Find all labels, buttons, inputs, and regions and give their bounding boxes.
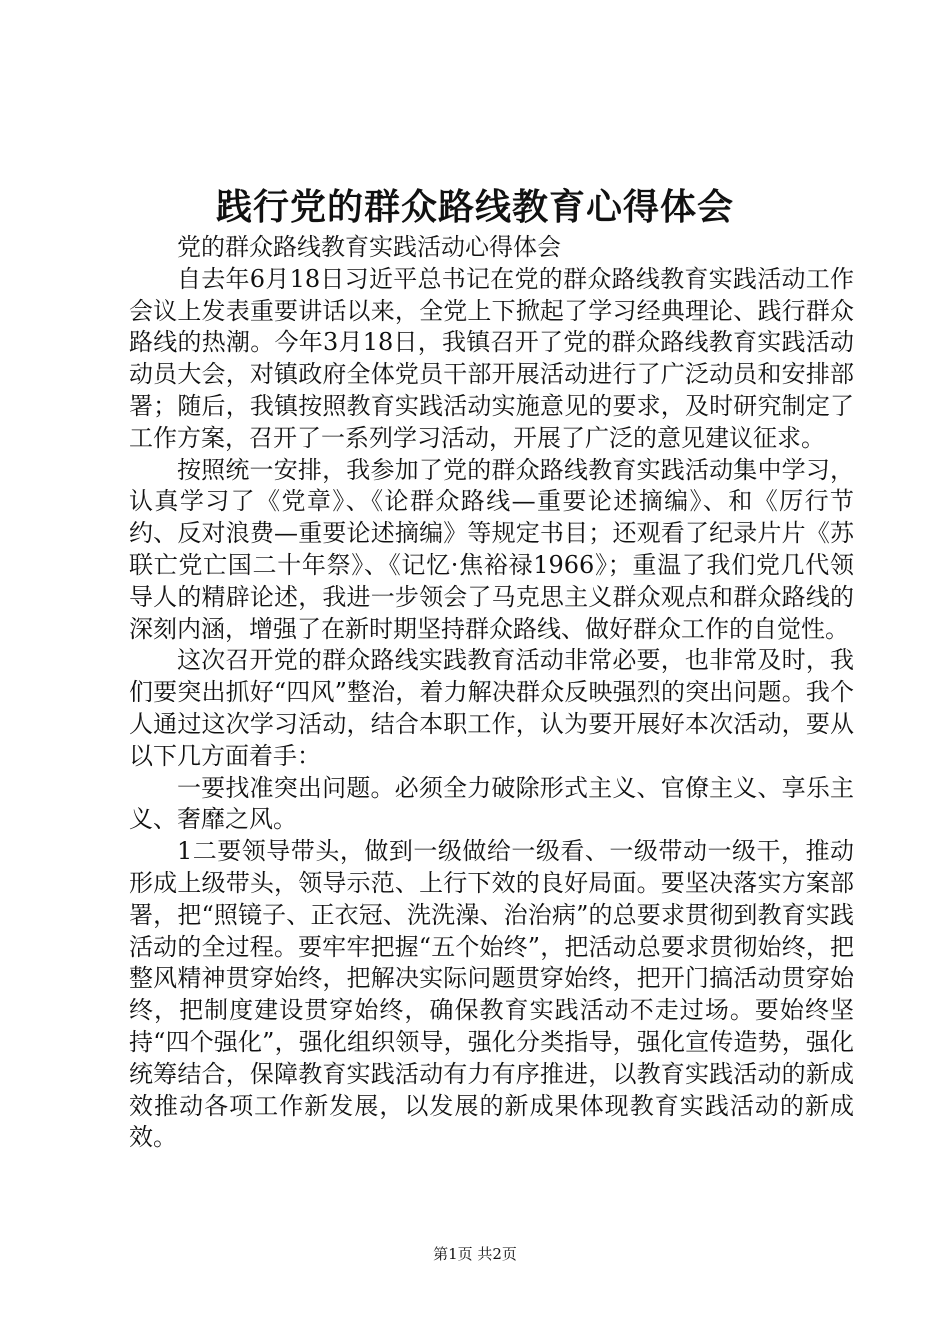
document-body xyxy=(129,232,854,1154)
paragraph-5: 1二要领导带头，做到一级做给一级看、一级带动一级干，推动形成上级带头，领导示范、上行下效的良好局面。要坚决落实方案部署，把“照镜子、正衣冠、洗洗澡、治治病”的总要求贯彻到教育实践活动的全过程。要牢牢把握“五个始终”，把活动总要求贯彻始终，把整风精神贯穿始终，把解决实际问题贯穿始终，把开门搞活动贯穿始终，把制度建设贯穿始终，确保教育实践活动不走过场。要始终坚持“四个强化”，强化组织领导，强化分类指导，强化宣传造势，强化统筹结合，保障教育实践活动有力有序推进，以教育实践活动的新成效推动各项工作新发展，以发展的新成果体现教育实践活动的新成效。 xyxy=(129,837,854,1152)
document-title: 践行党的群众路线教育心得体会 xyxy=(215,186,734,228)
paragraph-3: 这次召开党的群众路线实践教育活动非常必要，也非常及时，我们要突出抓好“四风”整治，着力解决群众反映强烈的突出问题。我个人通过这次学习活动，结合本职工作，认为要开展好本次活动，要从以下几方面着手： xyxy=(129,646,854,770)
paragraph-subtitle: 党的群众路线教育实践活动心得体会 xyxy=(177,233,561,261)
page-number-footer: 第1页 共2页 xyxy=(433,1245,517,1263)
paragraph-2: 按照统一安排，我参加了党的群众路线教育实践活动集中学习，认真学习了《党章》、《论群众路线—重要论述摘编》、和《厉行节约、反对浪费—重要论述摘编》等规定书目；还观看了纪录片片《苏联亡党亡国二十年祭》、《记忆·焦裕禄1966》；重温了我们党几代领导人的精辟论述，我进一步领会了马克思主义群众观点和群众路线的深刻内涵，增强了在新时期坚持群众路线、做好群众工作的自觉性。 xyxy=(129,455,854,643)
paragraph-4: 一要找准突出问题。必须全力破除形式主义、官僚主义、享乐主义、奢靡之风。 xyxy=(129,773,854,834)
paragraph-1: 自去年6月18日习近平总书记在党的群众路线教育实践活动工作会议上发表重要讲话以来，全党上下掀起了学习经典理论、践行群众路线的热潮。今年3月18日，我镇召开了党的群众路线教育实践活动动员大会，对镇政府全体党员干部开展活动进行了广泛动员和安排部署；随后，我镇按照教育实践活动实施意见的要求，及时研究制定了工作方案，召开了一系列学习活动，开展了广泛的意见建议征求。 xyxy=(129,264,854,452)
